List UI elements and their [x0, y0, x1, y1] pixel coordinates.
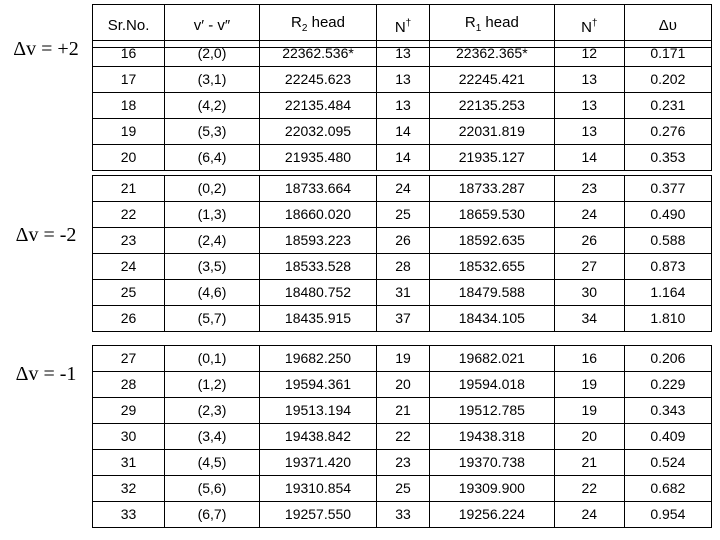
group-label-delta-v-minus-2: Δv = -2 — [15, 224, 77, 246]
cell-n-dagger-2: 21 — [554, 450, 624, 476]
cell-r2-head: 19438.842 — [259, 424, 376, 450]
cell-transition: (4,6) — [165, 280, 260, 306]
cell-r2-head: 18593.223 — [259, 228, 376, 254]
cell-n-dagger-2: 22 — [554, 476, 624, 502]
cell-delta-nu: 0.276 — [624, 119, 711, 145]
cell-n-dagger-1: 25 — [377, 202, 430, 228]
table-row — [93, 476, 712, 502]
cell-sr-no: 18 — [93, 93, 165, 119]
cell-sr-no: 26 — [93, 306, 165, 332]
cell-r1-head: 19309.900 — [429, 476, 554, 502]
cell-delta-nu: 0.377 — [624, 176, 711, 202]
n2-letter: N — [581, 19, 592, 36]
cell-r1-head: 18434.105 — [429, 306, 554, 332]
cell-r2-head: 18733.664 — [259, 176, 376, 202]
cell-n-dagger-2: 16 — [554, 346, 624, 372]
table-row — [93, 119, 712, 145]
cell-delta-nu: 0.524 — [624, 450, 711, 476]
cell-delta-nu: 0.171 — [624, 41, 711, 67]
table-row — [93, 450, 712, 476]
r2-subscript: 2 — [301, 23, 308, 34]
cell-n-dagger-1: 13 — [377, 67, 430, 93]
cell-sr-no: 25 — [93, 280, 165, 306]
cell-sr-no: 27 — [93, 346, 165, 372]
cell-r2-head: 19682.250 — [259, 346, 376, 372]
table-row — [93, 145, 712, 171]
cell-transition: (3,5) — [165, 254, 260, 280]
cell-n-dagger-2: 13 — [554, 119, 624, 145]
table-row — [93, 372, 712, 398]
cell-delta-nu: 1.810 — [624, 306, 711, 332]
header-sr-no: Sr.No. — [93, 5, 165, 48]
header-transition: v′ - v″ — [165, 5, 260, 48]
table-row — [93, 176, 712, 202]
cell-sr-no: 21 — [93, 176, 165, 202]
cell-delta-nu: 0.202 — [624, 67, 711, 93]
cell-n-dagger-1: 26 — [377, 228, 430, 254]
cell-n-dagger-2: 24 — [554, 502, 624, 528]
table-row — [93, 67, 712, 93]
cell-sr-no: 28 — [93, 372, 165, 398]
r1-tail: head — [481, 14, 519, 31]
r2-letter: R — [291, 14, 302, 31]
cell-r1-head: 19438.318 — [429, 424, 554, 450]
cell-n-dagger-1: 19 — [377, 346, 430, 372]
cell-r1-head: 21935.127 — [429, 145, 554, 171]
cell-transition: (0,2) — [165, 176, 260, 202]
cell-delta-nu: 1.164 — [624, 280, 711, 306]
cell-delta-nu: 0.682 — [624, 476, 711, 502]
cell-r2-head: 21935.480 — [259, 145, 376, 171]
cell-r1-head: 19256.224 — [429, 502, 554, 528]
cell-transition: (3,4) — [165, 424, 260, 450]
group-table-delta-v-plus-2 — [92, 40, 712, 171]
cell-transition: (0,1) — [165, 346, 260, 372]
cell-n-dagger-1: 25 — [377, 476, 430, 502]
cell-r1-head: 22031.819 — [429, 119, 554, 145]
r1-letter: R — [464, 14, 476, 31]
cell-sr-no: 17 — [93, 67, 165, 93]
cell-n-dagger-1: 21 — [377, 398, 430, 424]
cell-r1-head: 19682.021 — [429, 346, 554, 372]
cell-n-dagger-2: 30 — [554, 280, 624, 306]
group-label-delta-v-plus-2: Δv = +2 — [13, 38, 79, 60]
cell-delta-nu: 0.206 — [624, 346, 711, 372]
cell-transition: (6,4) — [165, 145, 260, 171]
cell-r1-head: 18532.655 — [429, 254, 554, 280]
table-row — [93, 280, 712, 306]
cell-r2-head: 19257.550 — [259, 502, 376, 528]
cell-n-dagger-2: 24 — [554, 202, 624, 228]
cell-n-dagger-2: 20 — [554, 424, 624, 450]
cell-delta-nu: 0.588 — [624, 228, 711, 254]
r1-subscript: 1 — [475, 23, 482, 34]
table-row — [93, 254, 712, 280]
cell-transition: (5,7) — [165, 306, 260, 332]
r2-tail: head — [307, 14, 345, 31]
cell-n-dagger-2: 12 — [554, 41, 624, 67]
cell-r2-head: 18435.915 — [259, 306, 376, 332]
n1-superscript: † — [405, 18, 412, 29]
cell-n-dagger-1: 28 — [377, 254, 430, 280]
table-row — [93, 202, 712, 228]
cell-transition: (4,2) — [165, 93, 260, 119]
table-row — [93, 502, 712, 528]
cell-r2-head: 22135.484 — [259, 93, 376, 119]
cell-r1-head: 19512.785 — [429, 398, 554, 424]
cell-sr-no: 32 — [93, 476, 165, 502]
cell-delta-nu: 0.229 — [624, 372, 711, 398]
table-row — [93, 93, 712, 119]
cell-sr-no: 22 — [93, 202, 165, 228]
cell-r2-head: 22245.623 — [259, 67, 376, 93]
cell-sr-no: 23 — [93, 228, 165, 254]
cell-n-dagger-1: 23 — [377, 450, 430, 476]
cell-r2-head: 19371.420 — [259, 450, 376, 476]
cell-r1-head: 18659.530 — [429, 202, 554, 228]
cell-transition: (2,3) — [165, 398, 260, 424]
cell-n-dagger-2: 23 — [554, 176, 624, 202]
table-row — [93, 346, 712, 372]
cell-delta-nu: 0.409 — [624, 424, 711, 450]
cell-r2-head: 18660.020 — [259, 202, 376, 228]
cell-n-dagger-2: 27 — [554, 254, 624, 280]
cell-r2-head: 19594.361 — [259, 372, 376, 398]
cell-sr-no: 20 — [93, 145, 165, 171]
header-delta-nu: Δυ — [624, 5, 711, 48]
cell-n-dagger-1: 20 — [377, 372, 430, 398]
n1-letter: N — [394, 19, 406, 36]
cell-sr-no: 30 — [93, 424, 165, 450]
cell-n-dagger-1: 24 — [377, 176, 430, 202]
cell-r1-head: 18592.635 — [429, 228, 554, 254]
cell-delta-nu: 0.490 — [624, 202, 711, 228]
cell-delta-nu: 0.873 — [624, 254, 711, 280]
cell-sr-no: 29 — [93, 398, 165, 424]
cell-n-dagger-2: 26 — [554, 228, 624, 254]
cell-r2-head: 19310.854 — [259, 476, 376, 502]
table-row — [93, 424, 712, 450]
cell-sr-no: 33 — [93, 502, 165, 528]
cell-sr-no: 31 — [93, 450, 165, 476]
cell-n-dagger-2: 34 — [554, 306, 624, 332]
cell-r1-head: 19594.018 — [429, 372, 554, 398]
cell-transition: (4,5) — [165, 450, 260, 476]
table-row — [93, 398, 712, 424]
cell-delta-nu: 0.343 — [624, 398, 711, 424]
cell-r2-head: 19513.194 — [259, 398, 376, 424]
cell-n-dagger-1: 22 — [377, 424, 430, 450]
cell-transition: (2,0) — [165, 41, 260, 67]
cell-n-dagger-2: 14 — [554, 145, 624, 171]
cell-transition: (5,6) — [165, 476, 260, 502]
cell-r2-head: 22032.095 — [259, 119, 376, 145]
cell-n-dagger-1: 14 — [377, 119, 430, 145]
cell-r1-head: 19370.738 — [429, 450, 554, 476]
cell-n-dagger-2: 19 — [554, 398, 624, 424]
cell-n-dagger-2: 19 — [554, 372, 624, 398]
group-table-delta-v-minus-2 — [92, 175, 712, 332]
cell-r1-head: 22245.421 — [429, 67, 554, 93]
cell-r2-head: 22362.536* — [259, 41, 376, 67]
cell-r1-head: 22362.365* — [429, 41, 554, 67]
cell-n-dagger-1: 13 — [377, 41, 430, 67]
cell-n-dagger-1: 31 — [377, 280, 430, 306]
cell-sr-no: 16 — [93, 41, 165, 67]
table-row — [93, 41, 712, 67]
cell-n-dagger-2: 13 — [554, 93, 624, 119]
cell-r2-head: 18533.528 — [259, 254, 376, 280]
cell-delta-nu: 0.231 — [624, 93, 711, 119]
table-row — [93, 228, 712, 254]
cell-sr-no: 19 — [93, 119, 165, 145]
cell-n-dagger-1: 33 — [377, 502, 430, 528]
cell-delta-nu: 0.954 — [624, 502, 711, 528]
group-label-delta-v-minus-1: Δv = -1 — [15, 363, 77, 385]
cell-transition: (5,3) — [165, 119, 260, 145]
group-table-delta-v-minus-1 — [92, 345, 712, 528]
cell-transition: (1,2) — [165, 372, 260, 398]
cell-n-dagger-1: 14 — [377, 145, 430, 171]
cell-transition: (1,3) — [165, 202, 260, 228]
cell-r1-head: 18733.287 — [429, 176, 554, 202]
cell-r2-head: 18480.752 — [259, 280, 376, 306]
table-row — [93, 306, 712, 332]
cell-r1-head: 18479.588 — [429, 280, 554, 306]
cell-sr-no: 24 — [93, 254, 165, 280]
cell-transition: (6,7) — [165, 502, 260, 528]
cell-delta-nu: 0.353 — [624, 145, 711, 171]
cell-n-dagger-2: 13 — [554, 67, 624, 93]
cell-transition: (3,1) — [165, 67, 260, 93]
cell-n-dagger-1: 37 — [377, 306, 430, 332]
n2-superscript: † — [591, 18, 598, 29]
cell-transition: (2,4) — [165, 228, 260, 254]
cell-r1-head: 22135.253 — [429, 93, 554, 119]
cell-n-dagger-1: 13 — [377, 93, 430, 119]
